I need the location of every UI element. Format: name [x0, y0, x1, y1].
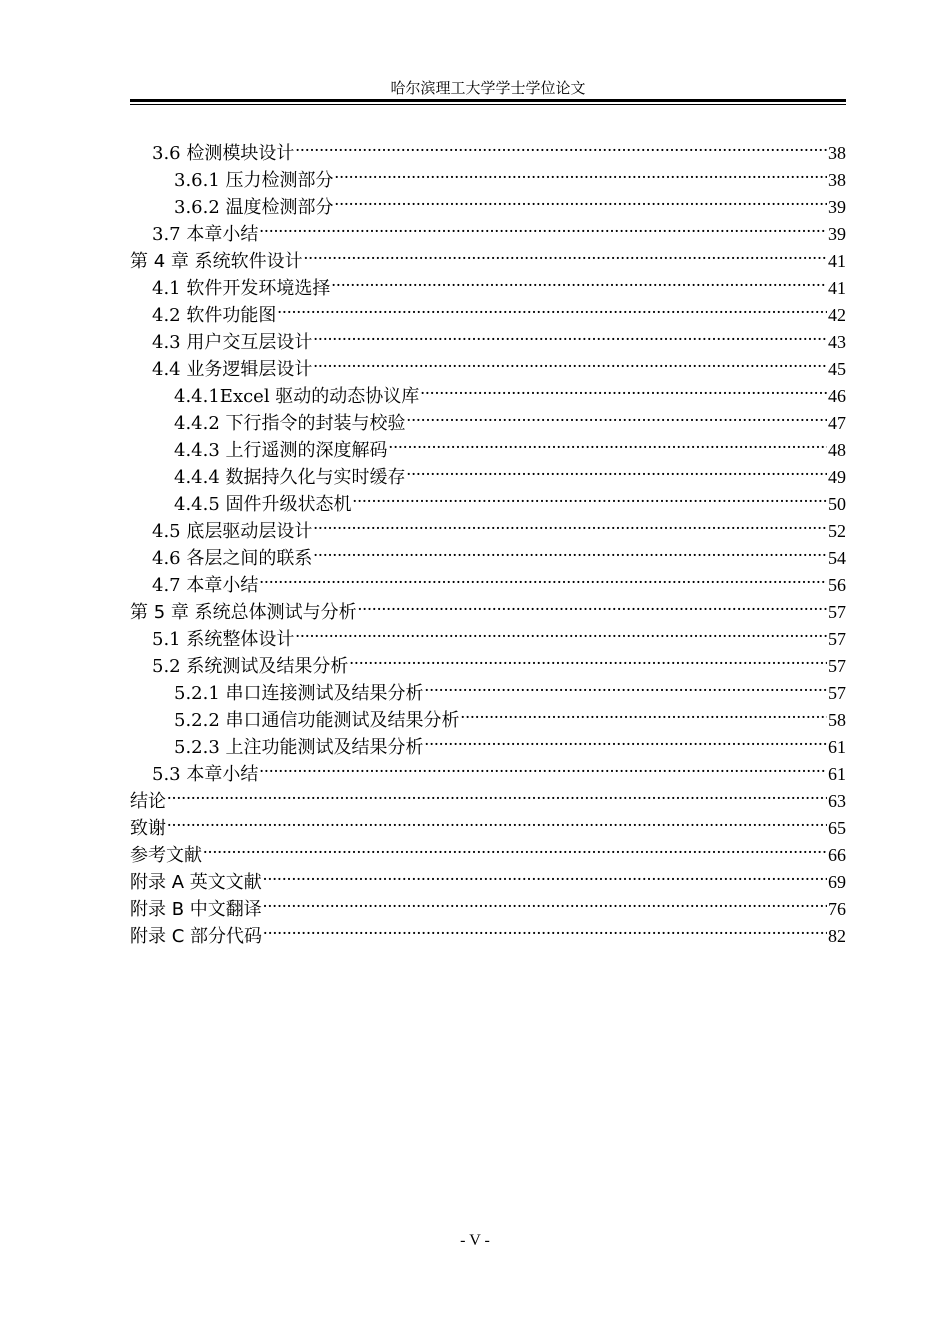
toc-entry-page: 42	[828, 305, 846, 325]
toc-leader-dots	[389, 429, 827, 456]
toc-entry-title: 3.6.1 压力检测部分	[174, 170, 334, 191]
toc-entry-title: 3.6 检测模块设计	[152, 143, 295, 164]
toc-leader-dots	[313, 321, 827, 348]
toc-entry-page: 61	[828, 764, 846, 784]
toc-leader-dots	[263, 888, 827, 915]
toc-entry-title: 第 5 章 系统总体测试与分析	[130, 602, 357, 623]
toc-entry-page: 50	[828, 494, 846, 514]
toc-entry[interactable]	[130, 807, 846, 839]
toc-entry-page: 49	[828, 467, 846, 487]
toc-entry-title: 5.3 本章小结	[152, 764, 259, 785]
toc-leader-dots	[335, 159, 827, 186]
toc-entry-title: 4.4.2 下行指令的封装与校验	[174, 413, 406, 434]
toc-entry-page: 41	[828, 251, 846, 271]
toc-entry-title: 3.6.2 温度检测部分	[174, 197, 334, 218]
toc-entry-page: 76	[828, 899, 846, 919]
toc-leader-dots	[407, 402, 827, 429]
toc-entry-title: 5.2.3 上注功能测试及结果分析	[174, 737, 424, 758]
toc-entry-page: 46	[828, 386, 846, 406]
toc-leader-dots	[335, 186, 827, 213]
toc-entry-page: 43	[828, 332, 846, 352]
toc-entry-page: 41	[828, 278, 846, 298]
toc-leader-dots	[313, 537, 827, 564]
toc-entry[interactable]	[130, 834, 846, 866]
toc-leader-dots	[313, 510, 827, 537]
toc-entry-title: 4.2 软件功能图	[152, 305, 277, 326]
toc-entry-title: 4.7 本章小结	[152, 575, 259, 596]
toc-leader-dots	[295, 618, 827, 645]
header-rule-thick	[130, 99, 846, 102]
toc-entry-page: 66	[828, 845, 846, 865]
toc-entry-page: 57	[828, 629, 846, 649]
toc-leader-dots	[259, 753, 827, 780]
header-rule-thin	[130, 104, 846, 105]
toc-leader-dots	[203, 834, 827, 861]
toc-entry-title: 第 4 章 系统软件设计	[130, 251, 303, 272]
toc-leader-dots	[167, 807, 827, 834]
toc-leader-dots	[420, 375, 827, 402]
toc-entry-title: 5.2 系统测试及结果分析	[152, 656, 349, 677]
toc-leader-dots	[425, 726, 827, 753]
toc-entry-page: 57	[828, 602, 846, 622]
toc-entry-title: 4.5 底层驱动层设计	[152, 521, 313, 542]
toc-entry-page: 39	[828, 224, 846, 244]
toc-entry-page: 45	[828, 359, 846, 379]
toc-entry-title: 4.4.4 数据持久化与实时缓存	[174, 467, 406, 488]
toc-entry-page: 63	[828, 791, 846, 811]
toc-entry[interactable]	[130, 861, 846, 893]
toc-leader-dots	[358, 591, 827, 618]
toc-entry-page: 48	[828, 440, 846, 460]
toc-entry-page: 57	[828, 683, 846, 703]
toc-entry-page: 57	[828, 656, 846, 676]
toc-leader-dots	[259, 564, 827, 591]
toc-entry-page: 47	[828, 413, 846, 433]
toc-entry-page: 69	[828, 872, 846, 892]
toc-entry-title: 4.4.1Excel 驱动的动态协议库	[174, 386, 420, 407]
toc-leader-dots	[259, 213, 827, 240]
toc-entry-title: 参考文献	[130, 845, 202, 866]
toc-entry-page: 39	[828, 197, 846, 217]
toc-entry-page: 82	[828, 926, 846, 946]
toc-leader-dots	[304, 240, 827, 267]
toc-leader-dots	[313, 348, 827, 375]
toc-entry-page: 56	[828, 575, 846, 595]
toc-entry-title: 5.2.1 串口连接测试及结果分析	[174, 683, 424, 704]
table-of-contents	[130, 132, 846, 947]
page-number: - V -	[460, 1232, 490, 1249]
running-header: 哈尔滨理工大学学士学位论文	[390, 79, 586, 97]
toc-leader-dots	[407, 456, 827, 483]
toc-leader-dots	[331, 267, 827, 294]
toc-entry-title: 附录 C 部分代码	[130, 926, 263, 947]
toc-entry-title: 致谢	[130, 818, 166, 839]
toc-entry-title: 4.6 各层之间的联系	[152, 548, 313, 569]
toc-entry-title: 4.3 用户交互层设计	[152, 332, 313, 353]
toc-entry-title: 结论	[130, 791, 166, 812]
toc-entry-title: 附录 B 中文翻译	[130, 899, 262, 920]
toc-entry-title: 4.4 业务逻辑层设计	[152, 359, 313, 380]
toc-entry-page: 38	[828, 170, 846, 190]
toc-entry-page: 38	[828, 143, 846, 163]
toc-entry-title: 5.2.2 串口通信功能测试及结果分析	[174, 710, 460, 731]
toc-entry-page: 61	[828, 737, 846, 757]
toc-entry-title: 4.1 软件开发环境选择	[152, 278, 331, 299]
toc-leader-dots	[167, 780, 827, 807]
toc-entry-title: 4.4.3 上行遥测的深度解码	[174, 440, 388, 461]
toc-entry-title: 4.4.5 固件升级状态机	[174, 494, 352, 515]
toc-leader-dots	[263, 861, 827, 888]
toc-leader-dots	[353, 483, 827, 510]
toc-leader-dots	[277, 294, 827, 321]
toc-entry[interactable]	[130, 780, 846, 812]
toc-leader-dots	[461, 699, 827, 726]
toc-entry-title: 附录 A 英文文献	[130, 872, 262, 893]
toc-entry[interactable]	[130, 132, 846, 164]
toc-entry-page: 54	[828, 548, 846, 568]
toc-leader-dots	[263, 915, 827, 942]
toc-leader-dots	[295, 132, 827, 159]
toc-entry-title: 5.1 系统整体设计	[152, 629, 295, 650]
toc-entry-title: 3.7 本章小结	[152, 224, 259, 245]
toc-leader-dots	[425, 672, 827, 699]
toc-entry-page: 65	[828, 818, 846, 838]
toc-leader-dots	[349, 645, 827, 672]
toc-entry-page: 52	[828, 521, 846, 541]
toc-entry-page: 58	[828, 710, 846, 730]
